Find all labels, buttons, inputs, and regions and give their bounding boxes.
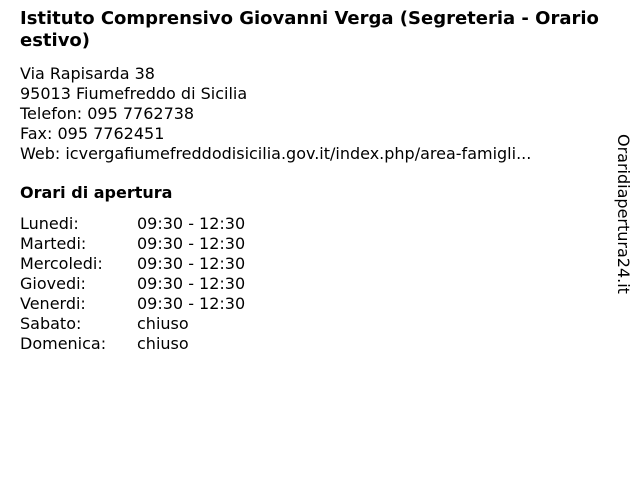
time-value: 09:30 - 12:30 [137,294,246,313]
page-title: Istituto Comprensivo Giovanni Verga (Segreteria - Orario estivo) [20,8,599,51]
time-value: 09:30 - 12:30 [137,214,246,233]
hours-row-thursday [20,274,245,294]
hours-row-wednesday [20,254,245,274]
time-value: 09:30 - 12:30 [137,274,246,293]
hours-row-saturday [20,314,245,334]
hours-row-friday [20,294,245,314]
day-label: Lunedi: [20,214,79,233]
opening-hours-table [20,214,245,354]
time-value: 09:30 - 12:30 [137,254,246,273]
time-value: chiuso [137,334,189,353]
time-value: chiuso [137,314,189,333]
phone-number: Telefon: 095 7762738 [20,104,195,123]
opening-hours-heading: Orari di apertura [20,183,173,202]
day-label: Domenica: [20,334,107,353]
time-value: 09:30 - 12:30 [137,234,246,253]
hours-row-sunday [20,334,245,354]
day-label: Mercoledi: [20,254,103,273]
hours-row-tuesday [20,234,245,254]
site-brand-watermark: Oraridiapertura24.it [614,134,633,294]
fax-number: Fax: 095 7762451 [20,124,165,143]
day-label: Sabato: [20,314,82,333]
city-postcode: 95013 Fiumefreddo di Sicilia [20,84,248,103]
address-block [20,64,531,164]
street-address: Via Rapisarda 38 [20,64,155,83]
hours-row-monday [20,214,245,234]
website-link[interactable]: Web: icvergafiumefreddodisicilia.gov.it/index.php/area-famigli... [20,144,532,163]
day-label: Giovedi: [20,274,86,293]
day-label: Martedi: [20,234,87,253]
day-label: Venerdi: [20,294,86,313]
